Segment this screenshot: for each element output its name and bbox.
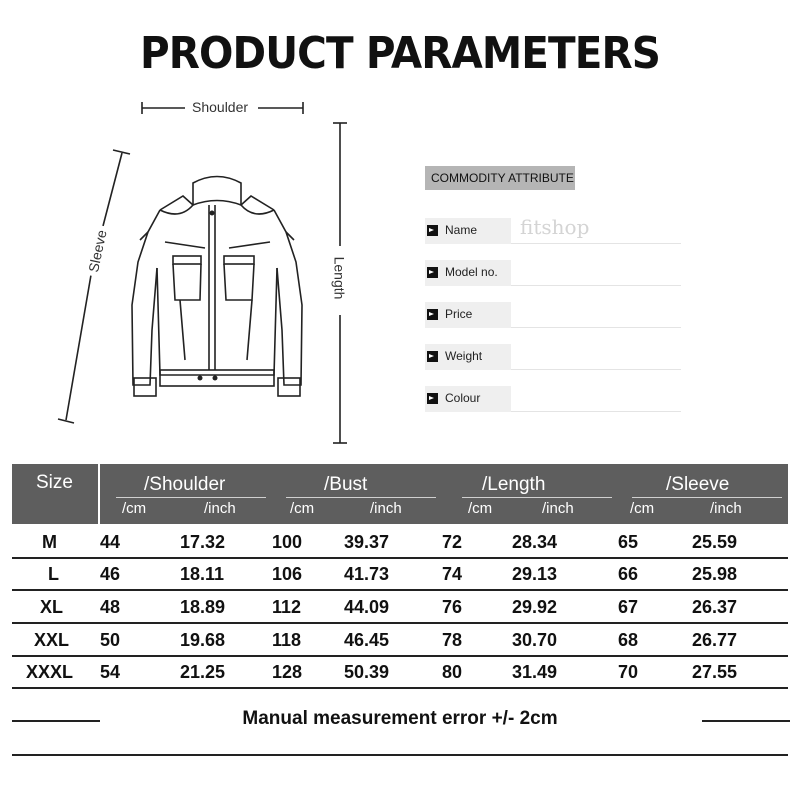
value-cell: 54	[100, 662, 121, 682]
value-cell: 18.11	[180, 564, 225, 584]
table-row	[12, 560, 788, 591]
attribute-row-weight	[425, 344, 655, 370]
value-cell: 46.45	[344, 630, 390, 650]
table-row	[12, 593, 788, 624]
value-cell: 44	[100, 532, 121, 552]
bust-inch-unit: /inch	[370, 500, 402, 517]
size-cell: XXL	[34, 630, 70, 650]
divider	[12, 754, 788, 756]
value-cell: 65	[618, 532, 639, 552]
sleeve-inch-unit: /inch	[710, 500, 742, 517]
value-cell: 18.89	[180, 597, 226, 617]
value-cell: 28.34	[512, 532, 558, 552]
value-cell: 76	[442, 597, 463, 617]
value-cell: 112	[272, 597, 302, 617]
attribute-label: Price	[445, 307, 473, 321]
value-cell: 70	[618, 662, 639, 682]
bust-cm-unit: /cm	[290, 500, 315, 517]
jacket-diagram	[0, 0, 420, 460]
size-header: Size	[36, 472, 73, 493]
value-cell: 21.25	[180, 662, 226, 682]
value-cell: 46	[100, 564, 121, 584]
shoulder-cm-unit: /cm	[122, 500, 147, 517]
value-cell: 25.59	[692, 532, 738, 552]
attribute-label: Name	[445, 223, 478, 237]
value-cell: 29.92	[512, 597, 558, 617]
table-row	[12, 658, 788, 689]
value-cell: 100	[272, 532, 303, 552]
value-cell: 27.55	[692, 662, 738, 682]
table-row	[12, 626, 788, 657]
value-cell: 26.37	[692, 597, 738, 617]
table-row	[12, 528, 788, 559]
length-header: /Length	[482, 474, 546, 495]
length-cm-unit: /cm	[468, 500, 493, 517]
page-title: PRODUCT PARAMETERS	[140, 28, 660, 79]
sleeve-label: Sleeve	[84, 224, 110, 277]
value-cell: 128	[272, 662, 303, 682]
attribute-row-colour	[425, 386, 655, 412]
value-cell: 50	[100, 630, 121, 650]
value-cell: 39.37	[344, 532, 390, 552]
arrow-bullet-icon	[427, 267, 438, 278]
attribute-label: Model no.	[445, 265, 498, 279]
arrow-bullet-icon	[427, 393, 438, 404]
arrow-bullet-icon	[427, 309, 438, 320]
shoulder-header: /Shoulder	[144, 474, 226, 495]
attribute-row-model	[425, 260, 655, 286]
attribute-value-name: fitshop	[520, 215, 590, 239]
commodity-attribute-header: COMMODITY ATTRIBUTE	[425, 166, 575, 190]
arrow-bullet-icon	[427, 351, 438, 362]
value-cell: 19.68	[180, 630, 226, 650]
value-cell: 106	[272, 564, 303, 584]
shoulder-inch-unit: /inch	[204, 500, 236, 517]
size-cell: XXXL	[26, 662, 74, 682]
sleeve-header: /Sleeve	[666, 474, 730, 495]
attribute-label: Weight	[445, 349, 483, 363]
value-cell: 50.39	[344, 662, 390, 682]
size-cell: XL	[40, 597, 64, 617]
value-cell: 66	[618, 564, 639, 584]
size-cell: M	[42, 532, 57, 552]
value-cell: 67	[618, 597, 639, 617]
value-cell: 31.49	[512, 662, 558, 682]
value-cell: 48	[100, 597, 121, 617]
value-cell: 30.70	[512, 630, 558, 650]
length-label: Length	[331, 253, 347, 304]
value-cell: 17.32	[180, 532, 226, 552]
value-cell: 44.09	[344, 597, 390, 617]
value-cell: 118	[272, 630, 302, 650]
attribute-row-price	[425, 302, 655, 328]
value-cell: 74	[442, 564, 463, 584]
length-inch-unit: /inch	[542, 500, 574, 517]
sleeve-cm-unit: /cm	[630, 500, 655, 517]
size-cell: L	[48, 564, 59, 584]
value-cell: 72	[442, 532, 463, 552]
bust-header: /Bust	[324, 474, 368, 495]
value-cell: 68	[618, 630, 639, 650]
value-cell: 78	[442, 630, 463, 650]
arrow-bullet-icon	[427, 225, 438, 236]
size-table-header	[12, 464, 788, 524]
value-cell: 29.13	[512, 564, 558, 584]
value-cell: 41.73	[344, 564, 390, 584]
shoulder-label: Shoulder	[188, 99, 252, 115]
attribute-label: Colour	[445, 391, 481, 405]
value-cell: 80	[442, 662, 463, 682]
measurement-note: Manual measurement error +/- 2cm	[242, 708, 558, 729]
value-cell: 26.77	[692, 630, 738, 650]
value-cell: 25.98	[692, 564, 738, 584]
